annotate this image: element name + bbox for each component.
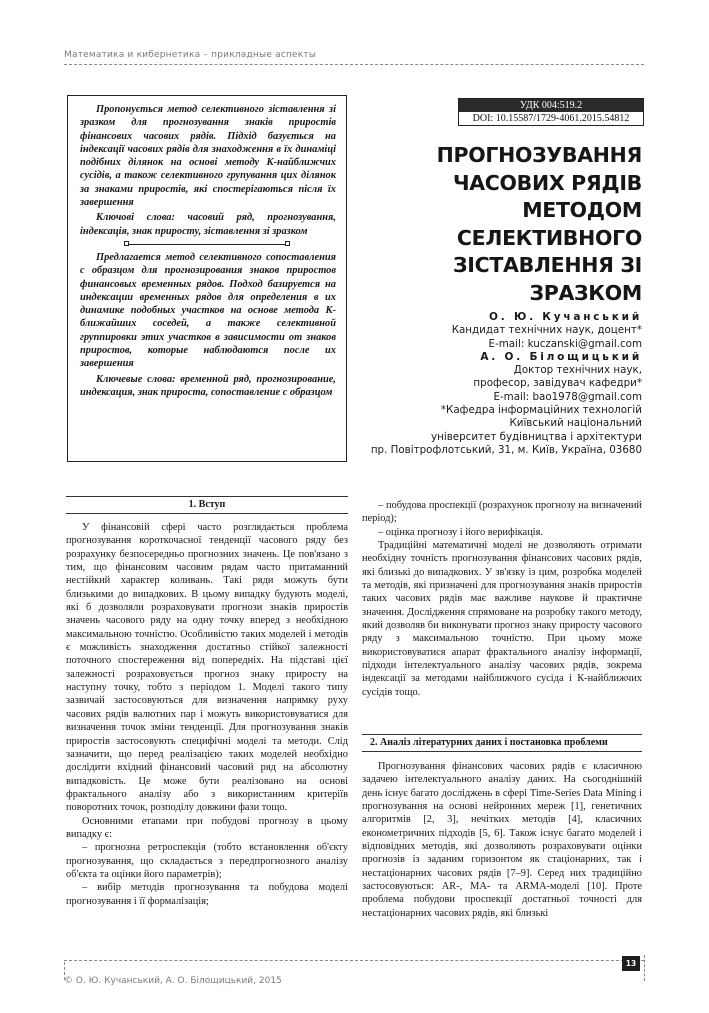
paragraph: У фінансовій сфері часто розглядається проблема прогнозування короткочасної тенденції часового ряду без розрахунку безпосередньо прогнозних значень. Це пов'язано з тим, що фінансовим часовим рядам часто притаманний нестійкий характер коливань. Такі ряди можуть бути близькими до випадкових. В цьому випадку будують моделі, які б дозволяли розраховувати прогнози знаків приростів значень часового ряду на одну точку вперед з необхідною максимальною точністю. Особливістю таких моделей і методів є можливість знаходження достатньо стійкої залежності поточного спостереження від попередніх. На підставі цієї залежності розраховується прогноз знаку приросту на наступну точку, тобто з періодом 1. Моделі такого типу зазвичай застосовуються для визначення напрямку руху часових рядів валютних пар і можуть використовуватися для визначення точок зміни тенденції. Для прогнозування знаків приростів застосовують специфічні моделі та методи. Слід зазначити, що перед реалізацією таких моделей необхідно дослідити вхідний фінансовий часовий ряд на абсолютну випадковість. Це може бути реалізовано на основі фрактального аналізу або з використанням критеріїв поворотних точок, розподілу довжини фази тощо.: [66, 522, 348, 814]
author-affiliation: *Кафедра інформаційних технологій: [440, 404, 642, 417]
author-name: А. О. Білощицький: [480, 350, 642, 363]
intro-column: [66, 521, 348, 908]
section-heading-intro: 1. Вступ: [66, 496, 348, 514]
author-email[interactable]: E-mail: kuczanski@gmail.com: [488, 337, 642, 350]
paragraph: – побудова проспекції (розрахунок прогнозу на визначений період);: [362, 500, 642, 525]
keywords-ru: Ключевые слова: временной ряд, прогнозирование, индексация, знак прироста, сопоставление с образцом: [80, 373, 336, 398]
paragraph: Прогнозування фінансових часових рядів є класичною задачею інтелектуального аналізу даних. На сьогоднішній день існує багато досліджень в сфері Time-Series Data Mining і прогнозування на основі нейронних мереж [1], генетичних алгоритмів [2, 3], нечітких методів [4], класичних економетричних підходів [5, 6]. Також існує багато моделей і відповідних методів, які дозволяють розраховувати оцінки прогнозів із заданим горизонтом як стаціонарних, так і нестаціонарних часових рядів [7–9]. Серед них традиційно застосовуються: AR-, MA- та ARMA-моделі [10]. Проте проблема побудови проспекції достатньої точності для нестаціонарних часових рядів, які близькі: [362, 761, 642, 919]
paragraph: Традиційні математичні моделі не дозволяють отримати необхідну точність прогнозування фінансових часових рядів, які близькі до випадкових. У зв'язку із цим, розробка моделей та методів, які призначені для прогнозування знаків приростів таких часових рядів має важливе наукове й практичне значення. Дослідження спрямоване на розробку такого методу, який дозволяв би виконувати прогноз знаку приросту часового ряду з максимальною точністю. При цьому може використовуватися апарат фрактального аналізу інформації, підходи інтелектуального аналізу часових рядів, зокрема індексації за методами найближчого сусіда і К-найближчих сусідів тощо.: [362, 540, 642, 698]
section-heading-literature: 2. Аналіз літературних даних і постановка проблеми: [362, 734, 642, 752]
author-email[interactable]: E-mail: bao1978@gmail.com: [493, 390, 642, 403]
paragraph: – прогнозна ретроспекція (тобто встановлення об'єкту прогнозування, що складається з передпрогнозного аналізу об'єкта та оцінки його параметрів);: [66, 842, 348, 880]
title-line: МЕТОДОМ: [522, 198, 642, 222]
title-line: ЧАСОВИХ РЯДІВ: [452, 170, 642, 195]
udk-doi-box: [458, 98, 644, 126]
copyright: © О. Ю. Кучанський, А. О. Білощицький, 2015: [64, 976, 282, 986]
abstract-divider: [68, 244, 346, 245]
author-name: О. Ю. Кучанський: [488, 311, 642, 323]
title-line: ЗРАЗКОМ: [529, 280, 642, 305]
paragraph: – оцінка прогнозу і його верифікація.: [378, 526, 543, 538]
title-line: СЕЛЕКТИВНОГО: [456, 225, 642, 250]
doi-link[interactable]: DOI: 10.15587/1729-4061.2015.54812: [472, 113, 630, 124]
udk-code: УДК 004:519.2: [459, 99, 643, 112]
abstract-box: [67, 95, 347, 462]
footer-divider: [64, 960, 644, 961]
author-affiliation: Доктор технічних наук,: [513, 364, 642, 377]
article-title: [400, 142, 642, 307]
title-line: ЗІСТАВЛЕННЯ ЗІ: [453, 253, 642, 277]
paragraph: Основними етапами при побудові прогнозу в цьому випадку є:: [66, 815, 348, 840]
literature-column: [362, 760, 642, 920]
author-affiliation: професор, завідувач кафедри*: [473, 377, 642, 390]
header-divider: [64, 64, 644, 65]
paragraph: – вибір методів прогнозування та побудова моделі прогнозування і її формалізація;: [66, 882, 348, 907]
authors-block: [340, 311, 642, 457]
keywords-ua: Ключові слова: часовий ряд, прогнозування, індексація, знак приросту, зіставлення зі зразком: [80, 212, 336, 237]
footer-divider-right: [644, 955, 645, 981]
right-column-top: [362, 499, 642, 699]
abstract-ua: Пропонується метод селективного зіставлення зі зразком для прогнозування знаків приростів фінансових часових рядів. Підхід базується на індексації часових рядів для знаходження в їх динаміці подібних ділянок на основі методу К-найближчих сусідів, а також селективного групування цих ділянок за знаками приростів, які спостерігаються після їх завершення: [80, 104, 336, 209]
abstract-ru: Предлагается метод селективного сопоставления с образцом для прогнозирования знаков приростов финансовых временных рядов. Подход базируется на индексации временных рядов для определения в их динамике подобных участков на основе метода К-ближайших соседей, а также селективной группировки этих участков в зависимости от знаков приростов, которые наблюдаются после их завершения: [80, 251, 336, 370]
page-number: 13: [622, 956, 640, 971]
author-affiliation: університет будівництва і архітектури: [431, 430, 642, 443]
author-affiliation: Кандидат технічних наук, доцент*: [451, 324, 642, 337]
author-address: пр. Повітрофлотський, 31, м. Київ, Україна, 03680: [370, 443, 642, 456]
running-head: Математика и кибернетика – прикладные аспекты: [64, 50, 317, 60]
title-line: ПРОГНОЗУВАННЯ: [436, 143, 642, 167]
author-affiliation: Київський національний: [509, 417, 642, 430]
